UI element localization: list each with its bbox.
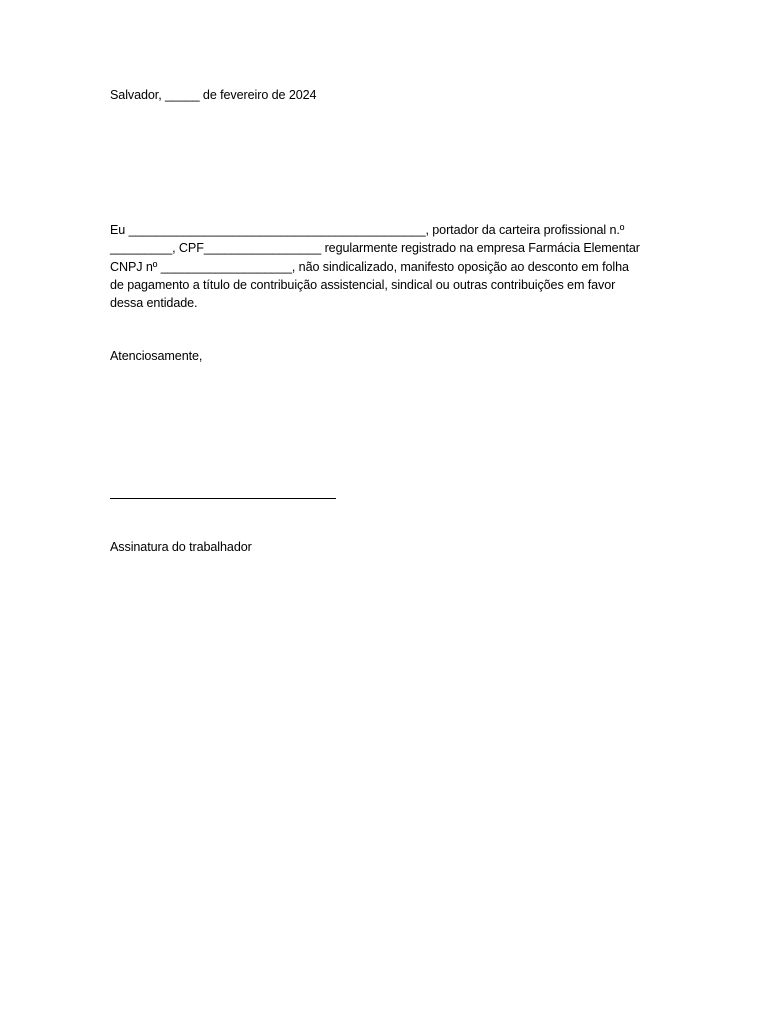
paragraph-line: Eu ___________________________________________, portador da carteira profissional n.º [110,223,625,237]
date-line: Salvador, _____ de fevereiro de 2024 [110,88,317,102]
paragraph-line: de pagamento a título de contribuição assistencial, sindical ou outras contribuições em favor [110,277,616,292]
signature-line [110,498,336,499]
paragraph-line: _________, CPF_________________ regularmente registrado na empresa Farmácia Elementar [110,241,640,256]
closing-salutation: Atenciosamente, [110,349,203,363]
signature-label: Assinatura do trabalhador [110,540,252,554]
paragraph-line: dessa entidade. [110,296,198,311]
opposition-paragraph [110,221,650,312]
paragraph-line: CNPJ nº ___________________, não sindicalizado, manifesto oposição ao desconto em folha [110,259,629,274]
